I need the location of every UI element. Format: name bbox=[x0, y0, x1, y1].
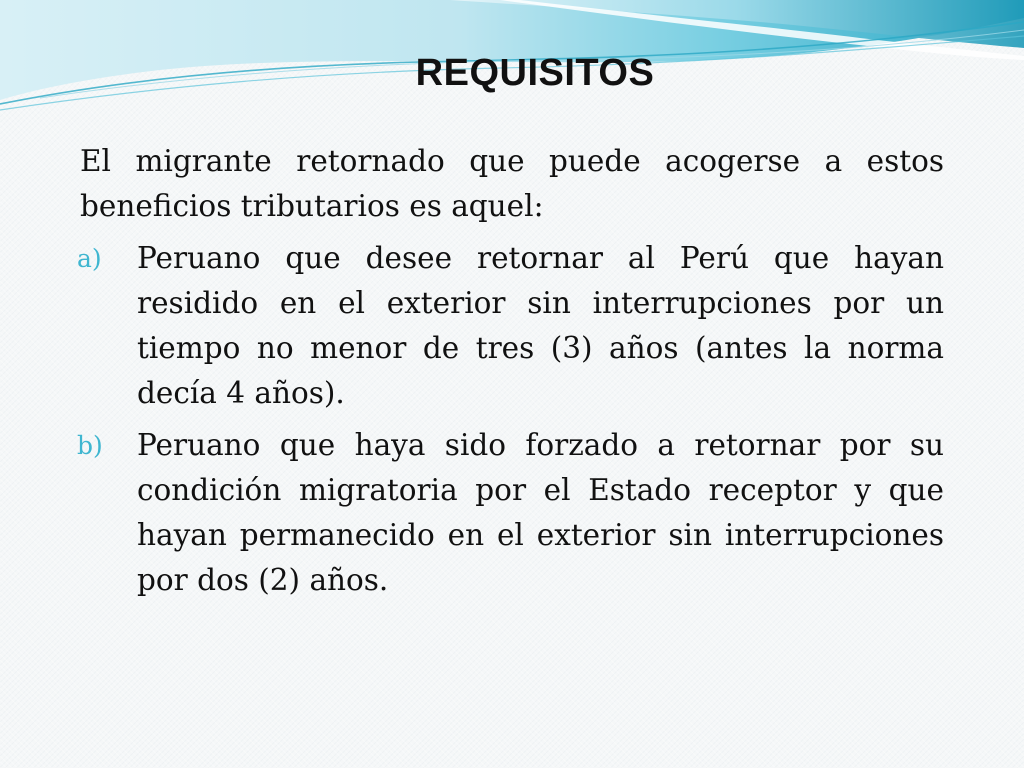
list-item-text: Peruano que haya sido forzado a retornar por su condición migratoria por el Estado receptor y que hayan permanecido en el exterior sin interrupciones por dos (2) años. bbox=[137, 428, 944, 597]
list-item bbox=[77, 423, 944, 603]
list-marker-b: b) bbox=[77, 431, 103, 460]
list-item-text: Peruano que desee retornar al Perú que hayan residido en el exterior sin interrupciones por un tiempo no menor de tres (3) años (antes la norma decía 4 años). bbox=[137, 241, 944, 410]
slide-title: REQUISITOS bbox=[415, 52, 655, 94]
slide-body bbox=[77, 139, 944, 610]
list-marker-a: a) bbox=[77, 244, 102, 273]
list-item bbox=[77, 236, 944, 416]
intro-paragraph: El migrante retornado que puede acogerse a estos beneficios tributarios es aquel: bbox=[80, 144, 944, 223]
